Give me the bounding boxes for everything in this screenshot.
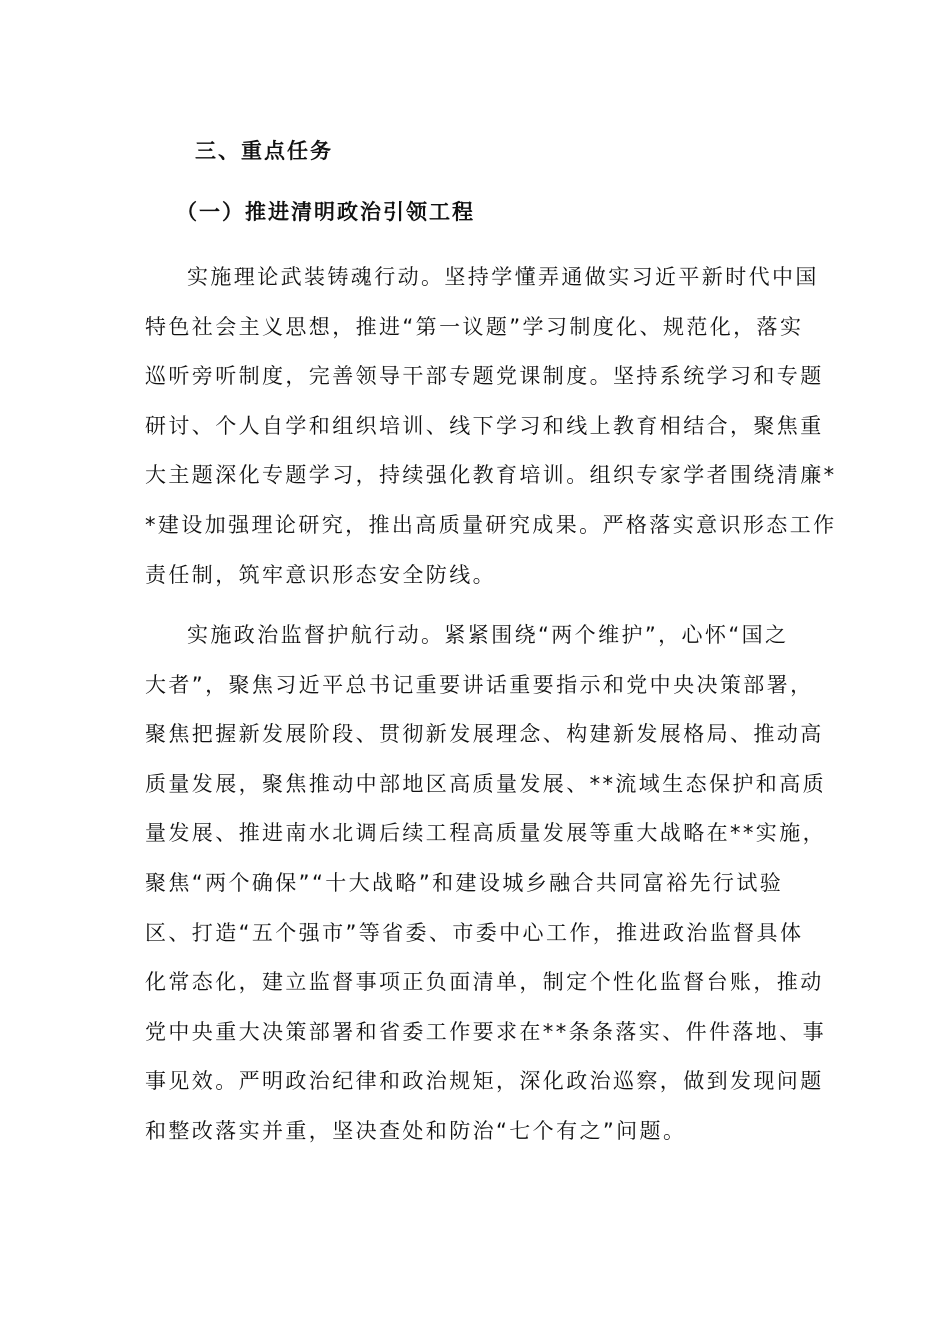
body-paragraph-supervision xyxy=(145,611,826,1157)
paragraph-line: 特色社会主义思想，推进“第一议题”学习制度化、规范化，落实 xyxy=(145,314,804,339)
section-heading: 三、重点任务 xyxy=(195,139,333,163)
body-paragraph-theory xyxy=(145,253,837,600)
paragraph-line: *建设加强理论研究，推出高质量研究成果。严格落实意识形态工作 xyxy=(145,512,837,537)
paragraph-line: 大主题深化专题学习，持续强化教育培训。组织专家学者围绕清廉* xyxy=(145,463,837,488)
paragraph-line: 实施政治监督护航行动。紧紧围绕“两个维护”，心怀“国之 xyxy=(187,623,789,647)
paragraph-line: 党中央重大决策部署和省委工作要求在**条条落实、件件落地、事 xyxy=(145,1019,826,1044)
subsection-heading: （一）推进清明政治引领工程 xyxy=(176,200,475,224)
paragraph-line: 聚焦把握新发展阶段、贯彻新发展理念、构建新发展格局、推动高 xyxy=(145,722,824,747)
paragraph-line: 和整改落实并重，坚决查处和防治“七个有之”问题。 xyxy=(145,1118,687,1143)
paragraph-line: 聚焦“两个确保”“十大战略”和建设城乡融合共同富裕先行试验 xyxy=(145,870,784,895)
paragraph-line: 责任制，筑牢意识形态安全防线。 xyxy=(145,562,496,587)
paragraph-line: 量发展、推进南水北调后续工程高质量发展等重大战略在**实施， xyxy=(145,821,826,846)
paragraph-line: 研讨、个人自学和组织培训、线下学习和线上教育相结合，聚焦重 xyxy=(145,413,824,438)
paragraph-line: 化常态化，建立监督事项正负面清单，制定个性化监督台账，推动 xyxy=(145,970,824,995)
paragraph-line: 质量发展，聚焦推动中部地区高质量发展、**流域生态保护和高质 xyxy=(145,771,826,796)
paragraph-line: 实施理论武装铸魂行动。坚持学懂弄通做实习近平新时代中国 xyxy=(187,265,819,289)
paragraph-line: 事见效。严明政治纪律和政治规矩，深化政治巡察，做到发现问题 xyxy=(145,1069,824,1094)
paragraph-line: 大者”，聚焦习近平总书记重要讲话重要指示和党中央决策部署， xyxy=(145,672,814,697)
paragraph-line: 区、打造“五个强市”等省委、市委中心工作，推进政治监督具体 xyxy=(145,920,804,945)
paragraph-line: 巡听旁听制度，完善领导干部专题党课制度。坚持系统学习和专题 xyxy=(145,364,824,389)
